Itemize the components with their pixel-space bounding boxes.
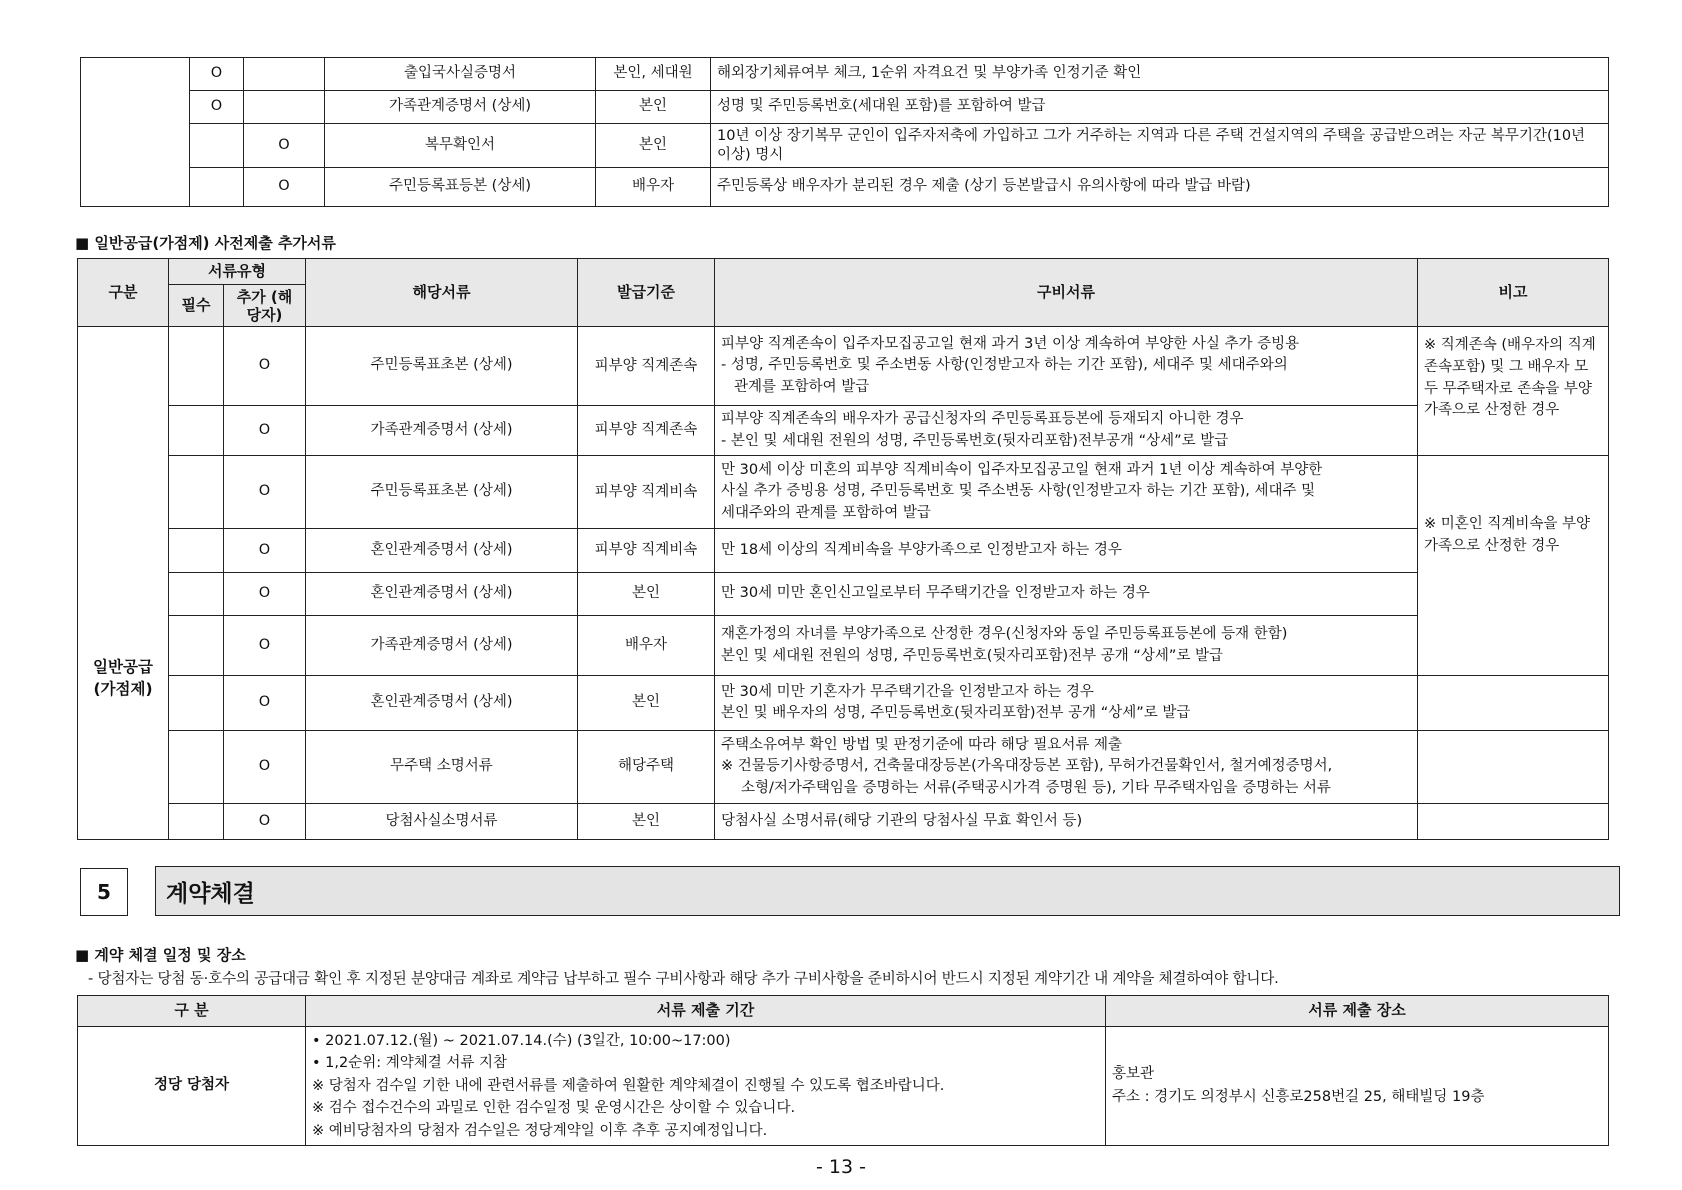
- document-detail: [715, 731, 1418, 804]
- header-row: [78, 996, 1609, 1027]
- document-name: 복무확인서: [325, 124, 596, 168]
- period-line: • 2021.07.12.(월) ~ 2021.07.14.(수) (3일간, 10:00~17:00): [312, 1032, 731, 1049]
- document-name: 가족관계증명서 (상세): [306, 616, 578, 676]
- header-details: 구비서류: [715, 259, 1418, 327]
- document-detail: 주민등록상 배우자가 분리된 경우 제출 (상기 등본발급시 유의사항에 따라 발급 바람): [711, 168, 1609, 207]
- detail-line: 만 18세 이상의 직계비속을 부양가족으로 인정받고자 하는 경우: [721, 541, 1122, 558]
- required-mark: [169, 327, 224, 406]
- section-number: 5: [80, 868, 128, 916]
- required-mark: [169, 616, 224, 676]
- issue-basis: 본인, 세대원: [596, 58, 711, 91]
- detail-line: 만 30세 미만 혼인신고일로부터 무주택기간을 인정받고자 하는 경우: [721, 585, 1150, 602]
- detail-line: 재혼가정의 자녀를 부양가족으로 산정한 경우(신청자와 동일 주민등록표등본에 등재 한함): [721, 626, 1288, 643]
- document-detail: 10년 이상 장기복무 군인이 입주자저축에 가입하고 그가 거주하는 지역과 다른 주택 건설지역의 주택을 공급받으려는 자군 복무기간(10년 이상) 명시: [711, 124, 1609, 168]
- table-row: [78, 573, 1609, 616]
- document-detail: [715, 573, 1418, 616]
- issue-basis: 피부양 직계비속: [578, 529, 715, 573]
- additional-mark: [244, 91, 325, 124]
- issue-basis: 배우자: [596, 168, 711, 207]
- required-mark: [190, 124, 244, 168]
- additional-mark: O: [224, 456, 306, 529]
- section-title-bar: [155, 866, 1620, 916]
- detail-line: 주택소유여부 확인 방법 및 판정기준에 따라 해당 필요서류 제출: [721, 737, 1123, 754]
- detail-line: - 성명, 주민등록번호 및 주소변동 사항(인정받고자 하는 기간 포함), 세대주 및 세대주와의: [721, 357, 1288, 374]
- document-detail: [715, 616, 1418, 676]
- detail-line: 소형/저가주택임을 증명하는 서류(주택공시가격 증명원 등), 기타 무주택자임을 증명하는 서류: [741, 779, 1331, 796]
- required-mark: [169, 573, 224, 616]
- document-name: 출입국사실증명서: [325, 58, 596, 91]
- document-detail: [715, 804, 1418, 840]
- additional-mark: [244, 58, 325, 91]
- table-row: [78, 616, 1609, 676]
- header-basis: 발급기준: [578, 259, 715, 327]
- top-documents-table: [80, 57, 1609, 207]
- issue-basis: 피부양 직계존속: [578, 406, 715, 456]
- detail-line: 당첨사실 소명서류(해당 기관의 당첨사실 무효 확인서 등): [721, 812, 1083, 829]
- table-row: [78, 327, 1609, 406]
- required-mark: [190, 168, 244, 207]
- document-detail: [715, 327, 1418, 406]
- additional-mark: O: [224, 616, 306, 676]
- empty-category-cell: [81, 58, 190, 207]
- header-required: 필수: [169, 285, 224, 327]
- document-detail: 해외장기체류여부 체크, 1순위 자격요건 및 부양가족 인정기준 확인: [711, 58, 1609, 91]
- header-doc-type: 서류유형: [169, 259, 306, 285]
- detail-line: 사실 추가 증빙용 성명, 주민등록번호 및 주소변동 사항(인정받고자 하는 기간 포함), 세대주 및: [721, 483, 1316, 500]
- table-row: [78, 804, 1609, 840]
- issue-basis: 배우자: [578, 616, 715, 676]
- table-row: [81, 124, 1609, 168]
- detail-line: ※ 건물등기사항증명서, 건축물대장등본(가옥대장등본 포함), 무허가건물확인서, 철거예정증명서,: [721, 758, 1333, 775]
- table-row: [78, 1027, 1609, 1146]
- header-row: [78, 259, 1609, 285]
- required-mark: [169, 406, 224, 456]
- issue-basis: 본인: [578, 804, 715, 840]
- issue-basis: 본인: [578, 573, 715, 616]
- detail-line: 피부양 직계존속의 배우자가 공급신청자의 주민등록표등본에 등재되지 아니한 경우: [721, 411, 1244, 428]
- issue-basis: 해당주택: [578, 731, 715, 804]
- issue-basis: 피부양 직계존속: [578, 327, 715, 406]
- document-name: 무주택 소명서류: [306, 731, 578, 804]
- detail-line: 만 30세 미만 기혼자가 무주택기간을 인정받고자 하는 경우: [721, 683, 1094, 700]
- document-name: 당첨사실소명서류: [306, 804, 578, 840]
- period-line: ※ 예비당첨자의 당첨자 검수일은 정당계약일 이후 추후 공지예정입니다.: [312, 1122, 768, 1139]
- required-mark: O: [190, 58, 244, 91]
- place-line: 주소 : 경기도 의정부시 신흥로258번길 25, 해태빌딩 19층: [1112, 1089, 1485, 1105]
- empty-remark: [1418, 731, 1609, 804]
- header-category: 구분: [78, 259, 169, 327]
- document-detail: [715, 676, 1418, 731]
- detail-line: - 본인 및 세대원 전원의 성명, 주민등록번호(뒷자리포함)전부공개 “상세”로 발급: [721, 432, 1229, 449]
- empty-remark: [1418, 676, 1609, 731]
- document-name: 혼인관계증명서 (상세): [306, 573, 578, 616]
- additional-mark: O: [224, 529, 306, 573]
- required-mark: [169, 676, 224, 731]
- detail-line: 세대주와의 관계를 포함하여 발급: [721, 504, 931, 521]
- period-line: ※ 검수 접수건수의 과밀로 인한 검수일정 및 운영시간은 상이할 수 있습니다.: [312, 1100, 796, 1117]
- general-supply-table: [77, 258, 1609, 840]
- submission-period: [306, 1027, 1106, 1146]
- place-line: 홍보관: [1112, 1065, 1155, 1082]
- required-mark: [169, 529, 224, 573]
- document-name: 주민등록표등본 (상세): [325, 168, 596, 207]
- table-row: [78, 406, 1609, 456]
- document-detail: 성명 및 주민등록번호(세대원 포함)를 포함하여 발급: [711, 91, 1609, 124]
- table-row: [78, 676, 1609, 731]
- document-name: 가족관계증명서 (상세): [306, 406, 578, 456]
- additional-mark: O: [224, 804, 306, 840]
- document-name: 혼인관계증명서 (상세): [306, 529, 578, 573]
- required-mark: O: [190, 91, 244, 124]
- table-row: [78, 529, 1609, 573]
- general-supply-heading: ■ 일반공급(가점제) 사전제출 추가서류: [75, 234, 336, 252]
- contract-schedule-heading: ■ 계약 체결 일정 및 장소: [75, 946, 246, 964]
- additional-mark: O: [244, 124, 325, 168]
- detail-line: 본인 및 배우자의 성명, 주민등록번호(뒷자리포함)전부 공개 “상세”로 발급: [721, 705, 1191, 721]
- issue-basis: 본인: [596, 91, 711, 124]
- detail-line: 만 30세 이상 미혼의 피부양 직계비속이 입주자모집공고일 현재 과거 1년 이상 계속하여 부양한: [721, 462, 1323, 479]
- additional-mark: O: [224, 573, 306, 616]
- submission-place: [1106, 1027, 1609, 1146]
- remark-ascendant: ※ 직계존속 (배우자의 직계존속포함) 및 그 배우자 모두 무주택자로 존속을 부양가족으로 산정한 경우: [1418, 327, 1609, 456]
- issue-basis: 본인: [578, 676, 715, 731]
- period-line: • 1,2순위: 계약체결 서류 지참: [312, 1055, 508, 1072]
- header-remarks: 비고: [1418, 259, 1609, 327]
- category-label: 일반공급 (가점제): [78, 327, 169, 840]
- table-row: [81, 91, 1609, 124]
- additional-mark: O: [224, 676, 306, 731]
- document-detail: [715, 406, 1418, 456]
- additional-mark: O: [224, 406, 306, 456]
- header-place: 서류 제출 장소: [1106, 996, 1609, 1027]
- document-name: 가족관계증명서 (상세): [325, 91, 596, 124]
- section-title: 계약체결: [166, 880, 255, 907]
- document-name: 혼인관계증명서 (상세): [306, 676, 578, 731]
- page-number: - 13 -: [816, 1156, 866, 1178]
- contract-table: [77, 995, 1609, 1146]
- table-row: [78, 731, 1609, 804]
- document-name: 주민등록표초본 (상세): [306, 327, 578, 406]
- winner-category: 정당 당첨자: [78, 1027, 306, 1146]
- document-detail: [715, 456, 1418, 529]
- detail-line: 관계를 포함하여 발급: [734, 378, 870, 395]
- header-period: 서류 제출 기간: [306, 996, 1106, 1027]
- remark-descendant: ※ 미혼인 직계비속을 부양가족으로 산정한 경우: [1418, 456, 1609, 676]
- required-mark: [169, 731, 224, 804]
- header-category: 구 분: [78, 996, 306, 1027]
- required-mark: [169, 804, 224, 840]
- detail-line: 본인 및 세대원 전원의 성명, 주민등록번호(뒷자리포함)전부 공개 “상세”로 발급: [721, 647, 1224, 664]
- contract-note: - 당첨자는 당첨 동·호수의 공급대금 확인 후 지정된 분양대금 계좌로 계약금 납부하고 필수 구비사항과 해당 추가 구비사항을 준비하시어 반드시 지정된 계약기간 내 계약을 체결하여야 합니다.: [88, 970, 1279, 987]
- table-row: [81, 58, 1609, 91]
- issue-basis: 본인: [596, 124, 711, 168]
- additional-mark: O: [224, 731, 306, 804]
- period-line: ※ 당첨자 검수일 기한 내에 관련서류를 제출하여 원활한 계약체결이 진행될 수 있도록 협조바랍니다.: [312, 1077, 945, 1094]
- issue-basis: 피부양 직계비속: [578, 456, 715, 529]
- table-row: [78, 456, 1609, 529]
- additional-mark: O: [224, 327, 306, 406]
- required-mark: [169, 456, 224, 529]
- header-additional: 추가 (해당자): [224, 285, 306, 327]
- additional-mark: O: [244, 168, 325, 207]
- document-detail: [715, 529, 1418, 573]
- empty-remark: [1418, 804, 1609, 840]
- document-name: 주민등록표초본 (상세): [306, 456, 578, 529]
- table-row: [81, 168, 1609, 207]
- detail-line: 피부양 직계존속이 입주자모집공고일 현재 과거 3년 이상 계속하여 부양한 사실 추가 증빙용: [721, 336, 1300, 353]
- header-document: 해당서류: [306, 259, 578, 327]
